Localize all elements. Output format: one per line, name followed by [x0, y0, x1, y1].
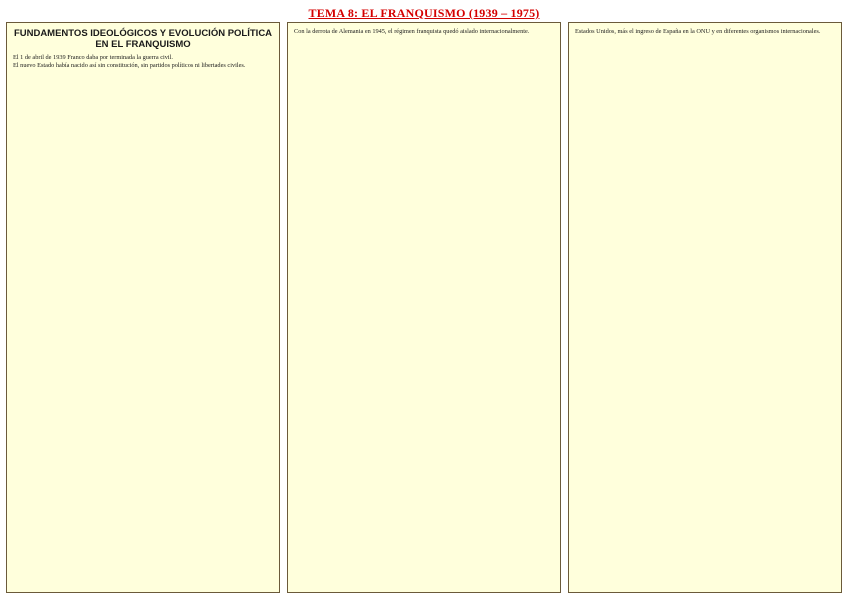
paragraph: El nuevo Estado había nacido así sin constitución, sin partidos políticos ni libertades civiles.	[13, 61, 246, 69]
paragraph: El 1 de abril de 1939 Franco daba por terminada la guerra civil.	[13, 54, 173, 61]
page-title: TEMA 8: EL FRANQUISMO (1939 – 1975)	[308, 6, 540, 20]
paragraph: Estados Unidos, más el ingreso de España en la ONU y en diferentes organismos internacionales.	[575, 28, 821, 35]
paragraph: Con la derrota de Alemania en 1945, el régimen franquista quedó aislado internacionalmente.	[294, 28, 530, 35]
column-middle	[287, 22, 561, 593]
document-columns	[6, 22, 842, 593]
column-left	[6, 22, 280, 593]
column-heading: FUNDAMENTOS IDEOLÓGICOS Y EVOLUCIÓN POLÍTICA EN EL FRANQUISMO	[13, 28, 273, 50]
column-right	[568, 22, 842, 593]
